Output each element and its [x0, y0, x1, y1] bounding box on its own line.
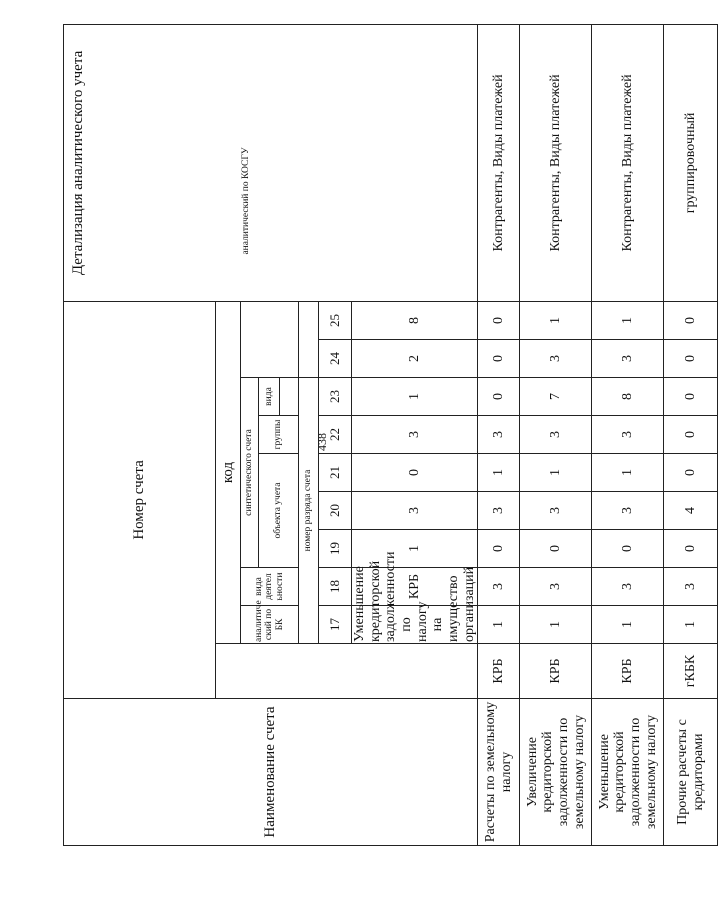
row-value: 3 [664, 568, 718, 606]
row-value: 0 [478, 301, 520, 339]
digit-cell: 24 [319, 340, 352, 378]
header-analytical-bk: аналитиче ский по БК [241, 606, 299, 644]
row-value: КРБ [478, 644, 520, 699]
row-value: 0 [520, 530, 592, 568]
row-value: 1 [520, 606, 592, 644]
row-value: 3 [478, 492, 520, 530]
page-number: 438 [315, 433, 329, 451]
row-value: 1 [520, 301, 592, 339]
row-value: 3 [520, 492, 592, 530]
digit-cell: 18 [319, 568, 352, 606]
row-value: 1 [592, 606, 664, 644]
header-kind: вида [259, 378, 280, 416]
row-value: КРБ [592, 644, 664, 699]
row-value: 3 [592, 492, 664, 530]
row-value: 7 [520, 378, 592, 416]
header-group: группы [259, 416, 299, 454]
row-value: 0 [664, 301, 718, 339]
row-value: 8 [352, 301, 478, 339]
header-kind-blank [280, 378, 299, 416]
row-detail: группировочный [664, 24, 718, 301]
header-blank [216, 644, 478, 699]
row-value: КРБ [520, 644, 592, 699]
row-value: 1 [352, 530, 478, 568]
row-value: 0 [664, 454, 718, 492]
table-row [520, 24, 592, 845]
digit-cell: 21 [319, 454, 352, 492]
row-value: 0 [478, 530, 520, 568]
row-value: 3 [478, 568, 520, 606]
row-value: 1 [592, 454, 664, 492]
header-object: объекта учета [259, 454, 299, 568]
row-value: КРБ [352, 568, 478, 606]
row-detail: Контрагенты, Виды платежей [520, 24, 592, 301]
rotated-page [63, 50, 706, 846]
table-row [664, 24, 718, 845]
digit-cell: 22 [319, 416, 352, 454]
row-name: Уменьшение кредиторской задолженности по земельному налогу [592, 699, 664, 846]
row-value: 0 [352, 454, 478, 492]
row-value: 3 [592, 340, 664, 378]
row-name: Прочие расчеты с кредиторами [664, 699, 718, 846]
row-value: гКБК [664, 644, 718, 699]
row-value: 3 [592, 568, 664, 606]
header-account-number: Номер счета [64, 301, 216, 698]
header-digit-blank [299, 24, 319, 377]
header-analytic-detail: Детализация аналитического учета [64, 24, 478, 301]
accounts-table-container [63, 50, 706, 846]
row-value: 3 [478, 416, 520, 454]
row-value: 1 [520, 454, 592, 492]
header-digit-number: номер разряда счета [299, 378, 319, 644]
row-value: 2 [352, 340, 478, 378]
table-row [478, 24, 520, 845]
header-synthetic: синтетического счета [241, 378, 259, 568]
row-value: 3 [520, 340, 592, 378]
row-value: 3 [352, 416, 478, 454]
row-name: Расчеты по земельному налогу [478, 699, 520, 846]
table-row [592, 24, 664, 845]
digit-cell: 25 [319, 301, 352, 339]
row-name: Уменьшение кредиторской задолженности по налогу на имущество организаций [352, 551, 477, 642]
header-code: код [216, 301, 241, 643]
row-value: 3 [352, 492, 478, 530]
digit-cell: 23 [319, 378, 352, 416]
digit-cell: 20 [319, 492, 352, 530]
header-analytical-kosgu: аналитический по КОСГУ [241, 24, 299, 377]
row-value: 1 [352, 378, 478, 416]
row-value: 4 [664, 492, 718, 530]
row-value: 1 [592, 301, 664, 339]
row-value: 1 [478, 606, 520, 644]
row-value: 8 [592, 378, 664, 416]
row-value: 1 [478, 454, 520, 492]
row-value: 0 [664, 340, 718, 378]
row-value: 0 [478, 378, 520, 416]
row-value: 0 [592, 530, 664, 568]
accounts-table [63, 24, 718, 846]
row-name: Увеличение кредиторской задолженности по земельному налогу [520, 699, 592, 846]
row-value: 0 [664, 416, 718, 454]
row-value: 3 [520, 568, 592, 606]
digit-cell: 17 [319, 606, 352, 644]
header-account-name: Наименование счета [64, 699, 478, 846]
row-value: 0 [664, 378, 718, 416]
row-value: 1 [664, 606, 718, 644]
row-value: 3 [592, 416, 664, 454]
row-detail: Контрагенты, Виды платежей [592, 24, 664, 301]
row-value: 0 [664, 530, 718, 568]
row-value: 0 [478, 340, 520, 378]
header-activity-type: вида деятел ьности [241, 568, 299, 606]
row-value: 3 [520, 416, 592, 454]
digit-cell: 19 [319, 530, 352, 568]
row-detail: Контрагенты, Виды платежей [478, 24, 520, 301]
